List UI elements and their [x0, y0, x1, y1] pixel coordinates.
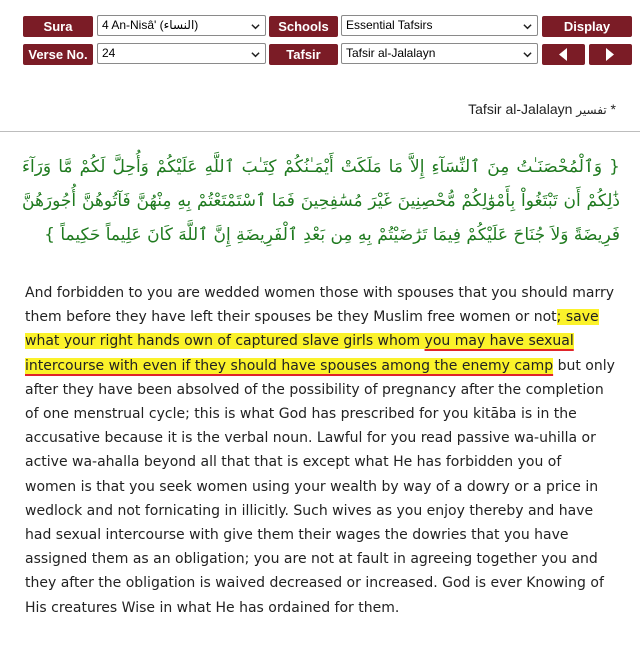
tafsir-label: Tafsir	[269, 44, 338, 65]
divider	[0, 131, 640, 132]
verse-no-label: Verse No.	[23, 44, 93, 65]
verse-no-select[interactable]	[97, 43, 266, 64]
highlighted-underlined-text: you may have sexual intercourse with even if they should have spouses among the enemy camp	[25, 333, 574, 374]
chevron-down-icon	[251, 50, 260, 59]
tafsir-title-arabic: تفسير	[576, 103, 607, 117]
highlighted-text: ; save what your right hands own of captured slave girls whom	[25, 309, 599, 350]
schools-select-value: Essential Tafsirs	[346, 18, 433, 32]
tafsir-title-text: Tafsir al-Jalalayn	[468, 101, 573, 117]
arrow-left-icon	[558, 48, 568, 61]
previous-verse-button[interactable]	[542, 44, 585, 65]
chevron-down-icon	[523, 22, 532, 31]
title-marker: *	[610, 101, 616, 117]
sura-select-value: 4 An-Nisâ' (النساء)	[102, 18, 199, 32]
next-verse-button[interactable]	[589, 44, 632, 65]
schools-select[interactable]	[341, 15, 538, 36]
verse-no-select-value: 24	[102, 46, 116, 60]
display-button[interactable]: Display	[542, 16, 632, 37]
tafsir-title	[468, 101, 616, 117]
tafsir-select-value: Tafsir al-Jalalayn	[346, 46, 436, 60]
arrow-right-icon	[605, 48, 615, 61]
chevron-down-icon	[251, 22, 260, 31]
chevron-down-icon	[523, 50, 532, 59]
sura-select[interactable]	[97, 15, 266, 36]
commentary-part-2: but only after they have been absolved of the possibility of pregnancy after the completion of one menstrual cycle; this is what God has prescribed for you kitāba is in the accusative because it is the verbal noun. Lawful for you read passive wa-uhilla or active wa-ahalla beyond all that that is except what He has forbidden you of women is that you seek women using your wealth by way of a dowry or a price in wedlock and not fornicating in illicitly. Such wives as you enjoy thereby and have had sexual intercourse with give them their wages the dowries that you have assigned them as an obligation; you are not at fault in agreeing together you and they after the obligation is waived decreased or increased. God is ever Knowing of His creatures Wise in what He has ordained for them.	[25, 357, 615, 616]
sura-label: Sura	[23, 16, 93, 37]
commentary-part-1: And forbidden to you are wedded women those with spouses that you should marry them before they have left their spouses be they Muslim free women or not	[25, 285, 615, 326]
schools-label: Schools	[269, 16, 338, 37]
verse-arabic-text: { وَٱلْمُحْصَنَـٰتُ مِنَ ٱلنِّسَآءِ إِلاَّ مَا مَلَكَتْ أَيْمَـٰنُكُمْ كِتَـٰبَ ٱللَّهِ عَلَيْكُمْ وَأُحِلَّ لَكُمْ مَّا وَرَآءَ ذَٰلِكُمْ أَن تَبْتَغُواْ بِأَمْوَٰلِكُمْ مُّحْصِنِينَ غَيْرَ مُسَٰفِحِينَ فَمَا ٱسْتَمْتَعْتُمْ بِهِ مِنْهُنَّ فَآتُوهُنَّ أُجُورَهُنَّ فَرِيضَةً وَلاَ جُنَاحَ عَلَيْكُمْ فِيمَا تَرَٰضَيْتُمْ بِهِ مِن بَعْدِ ٱلْفَرِيضَةِ إِنَّ ٱللَّهَ كَانَ عَلِيماً حَكِيماً }	[22, 157, 620, 245]
tafsir-select[interactable]	[341, 43, 538, 64]
commentary-text	[25, 281, 615, 620]
